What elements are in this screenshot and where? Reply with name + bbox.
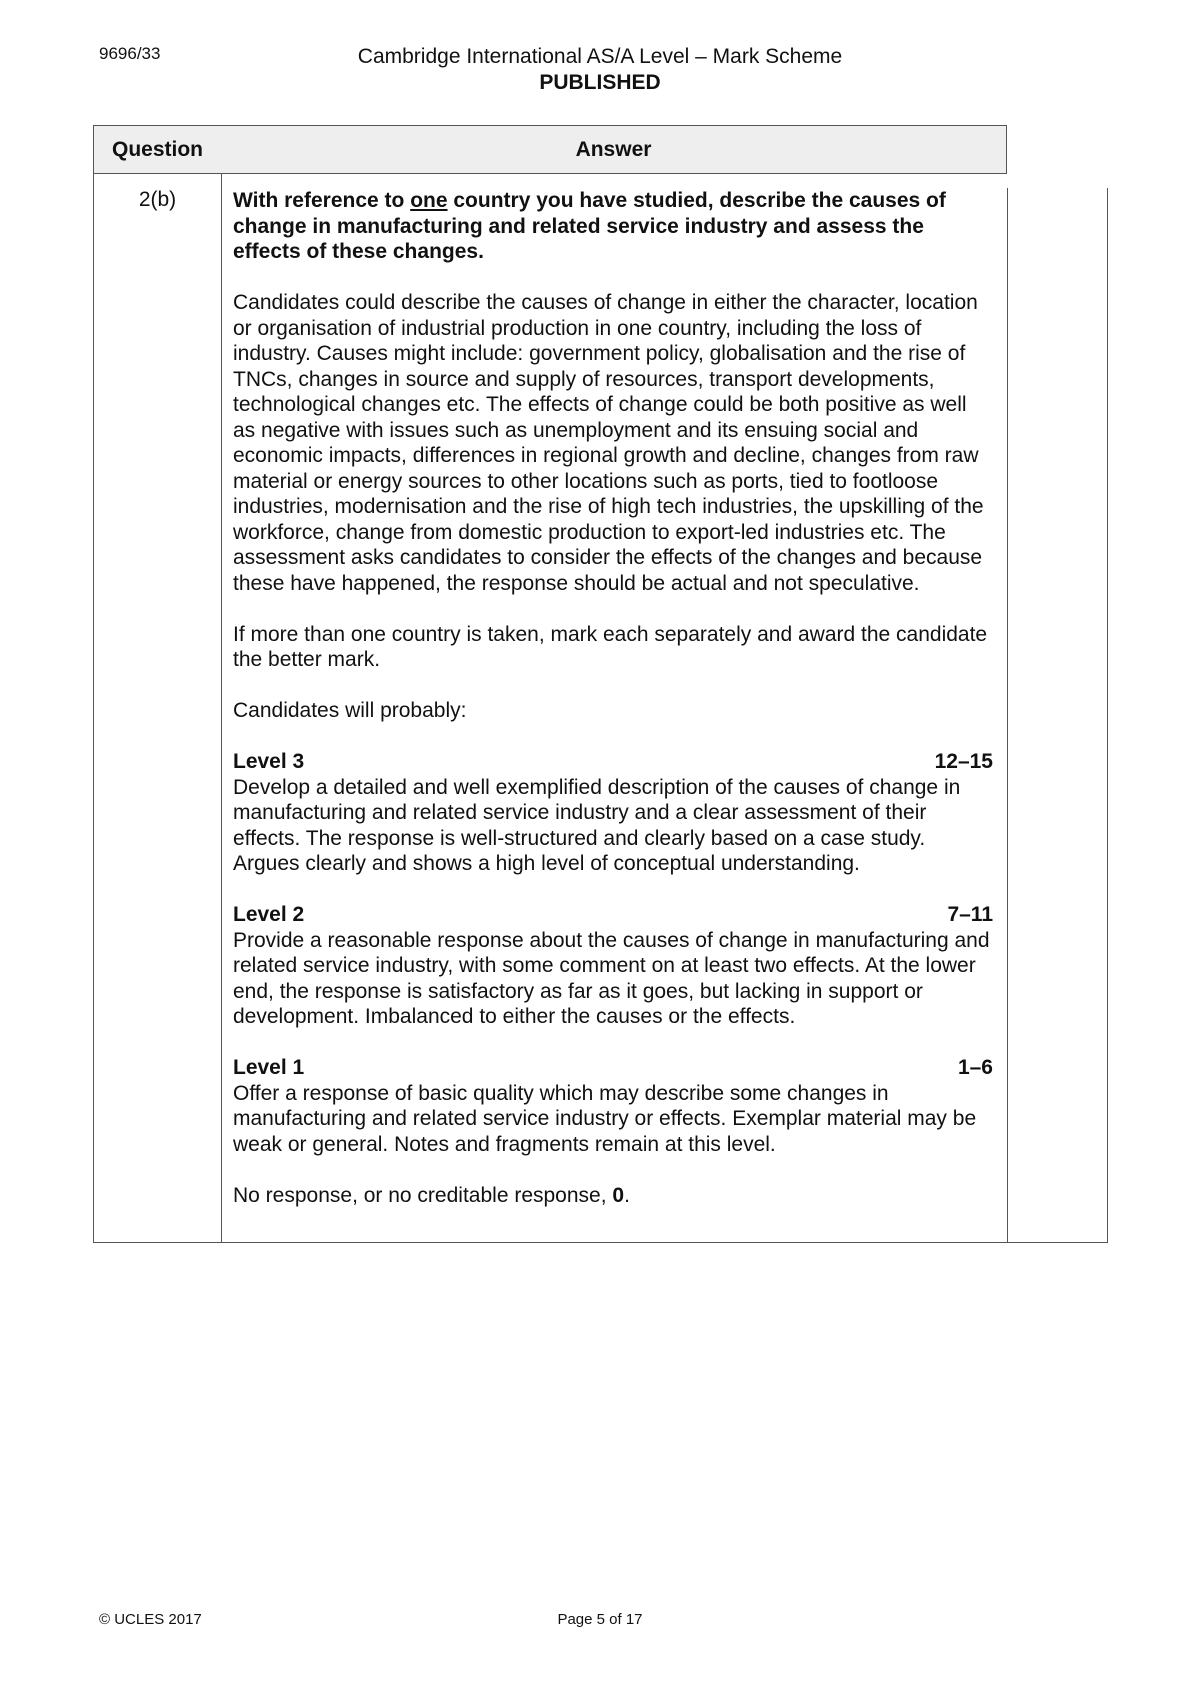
- level-descriptor-2: [233, 902, 993, 1030]
- header-title: Cambridge International AS/A Level – Mark Scheme: [357, 45, 843, 68]
- level-descriptor-3: [233, 749, 993, 877]
- level-marks: 12–15: [934, 750, 993, 773]
- answer-column-divider: [1007, 188, 1008, 1242]
- level-name: Level 2: [233, 903, 305, 926]
- level-descriptor-1: [233, 1055, 993, 1157]
- level-marks: 1–6: [957, 1056, 993, 1079]
- page-header: [300, 44, 900, 96]
- question-column-divider: [221, 174, 222, 1242]
- column-header-answer: [221, 125, 1007, 174]
- level-text: Develop a detailed and well exemplified description of the causes of change in manufacturing and related service industry and a clear assessment of their effects. The response is well-structured and clearly based on a case study. Argues clearly and shows a high level of conceptual understanding.: [233, 775, 961, 875]
- level-text: Offer a response of basic quality which may describe some changes in manufacturing and related service industry or effects. Exemplar material may be weak or general. Notes and fragments remain at this level.: [233, 1081, 977, 1156]
- copyright: © UCLES 2017: [99, 1611, 202, 1628]
- table-bottom-border: [93, 1242, 1108, 1243]
- level-marks: 7–11: [947, 903, 993, 926]
- question-prompt: [233, 188, 993, 265]
- no-response-mark: 0: [612, 1183, 625, 1207]
- answer-cell: [233, 188, 993, 1234]
- header-status: PUBLISHED: [539, 71, 661, 94]
- no-response-end: .: [624, 1183, 630, 1207]
- column-header-question: [93, 125, 222, 174]
- paper-code: 9696/33: [99, 44, 161, 63]
- page-number: Page 5 of 17: [557, 1611, 643, 1628]
- level-name: Level 3: [233, 750, 305, 773]
- guidance-paragraph: If more than one country is taken, mark each separately and award the candidate the better mark.: [233, 622, 988, 671]
- prompt-before: With reference to: [233, 189, 411, 212]
- no-response-note: [233, 1183, 993, 1209]
- column-header-question-label: Question: [111, 137, 203, 161]
- prompt-underlined: one: [410, 189, 448, 212]
- level-text: Provide a reasonable response about the causes of change in manufacturing and related service industry, with some comment on at least two effects. At the lower end, the response is satisfactory as far as it goes, but lacking in support or development. Imbalanced to either the causes or the effects.: [233, 928, 990, 1028]
- table-left-border: [93, 174, 94, 1242]
- column-header-answer-label: Answer: [575, 137, 652, 161]
- question-number: 2(b): [138, 188, 177, 211]
- level-header: [233, 1055, 993, 1081]
- guidance-paragraph: Candidates could describe the causes of change in either the character, location or organisation of industrial production in one country, including the loss of industry. Causes might include: government policy, globalisation and the rise of TNCs, changes in source and supply of resources, transport developments, technological changes etc. The effects of change could be both positive as well as negative with issues such as unemployment and its ensuing social and economic impacts, differences in regional growth and decline, changes from raw material or energy sources to other locations such as ports, tied to footloose industries, modernisation and the rise of high tech industries, the upskilling of the workforce, change from domestic production to export-led industries etc. The assessment asks candidates to consider the effects of the changes and because these have happened, the response should be actual and not speculative.: [233, 291, 984, 595]
- prompt-after: country you have studied, describe the causes of change in manufacturing and related service industry and assess the effects of these changes.: [233, 189, 946, 263]
- guidance-paragraph: Candidates will probably:: [233, 699, 467, 722]
- level-header: [233, 749, 993, 775]
- no-response-text: No response, or no creditable response,: [233, 1183, 613, 1207]
- level-name: Level 1: [233, 1056, 305, 1079]
- marks-column-border: [1107, 188, 1108, 1242]
- level-header: [233, 902, 993, 928]
